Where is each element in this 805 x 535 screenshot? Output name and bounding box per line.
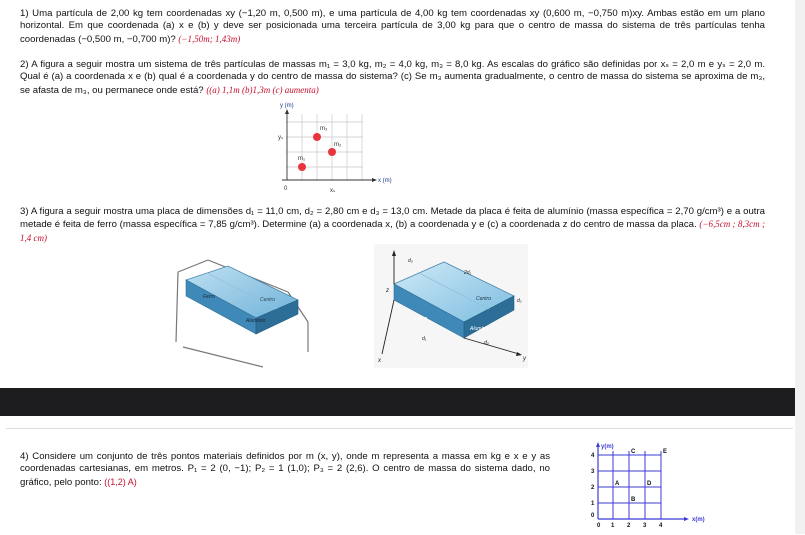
point-a: A xyxy=(615,481,620,487)
ys-label: yₛ xyxy=(278,135,284,141)
m3-label: m₃ xyxy=(320,126,328,132)
question-3-text: 3) A figura a seguir mostra uma placa de dimensões d₁ = 11,0 cm, d₂ = 2,80 cm e d₃ = 13,0 cm. Metade da placa é feita de alumínio (massa específica = 2,70 g/cm³) e a outra metade é feita de ferro (massa específica = 7,85 g/cm³). Determine (a) a coordenada x, (b) a coordenada y e (c) a coordenada z do centro de massa da placa. xyxy=(20,206,765,231)
x-tick: 2 xyxy=(627,523,631,529)
point-c: C xyxy=(631,449,636,455)
fig-left-aluminio: Alumínio xyxy=(246,318,266,324)
x-tick: 3 xyxy=(643,523,647,529)
fig-right-d1: d₁ xyxy=(422,336,427,342)
origin-label: 0 xyxy=(284,186,288,192)
fig-right-d3: d₃ xyxy=(484,340,489,346)
fig-right-d2: d₂ xyxy=(517,298,522,304)
plate-figure-left xyxy=(168,252,318,372)
m1-label: m₁ xyxy=(298,156,306,162)
fig-right-z: z xyxy=(386,288,389,294)
question-4-answer: ((1,2) A) xyxy=(104,476,137,487)
particles-graph xyxy=(272,100,407,195)
x-tick: 0 xyxy=(597,523,601,529)
m2-point xyxy=(328,148,336,156)
y-tick: 1 xyxy=(591,501,595,507)
fig-right-d3-top: d₃ xyxy=(408,258,413,264)
y-tick: 0 xyxy=(591,513,595,519)
question-3-answer: (−6,5cm ; 8,3cm ; 1,4 cm) xyxy=(20,219,765,243)
grid-y-label: y(m) xyxy=(601,444,614,450)
plate-figure-right xyxy=(374,244,528,368)
document-page-2 xyxy=(6,428,793,535)
question-3 xyxy=(20,206,765,245)
x-tick: 1 xyxy=(611,523,615,529)
question-4-text: 4) Considere um conjunto de três pontos materiais definidos por m (x, y), onde m representa a massa em kg e x e y as coordenadas cartesianas, em metros. P₁ = 2 (0, −1); P₂ = 1 (1,0); P₃ = 2 (2,6). O centro de massa do sistema dado, no gráfico, pelo ponto: xyxy=(20,451,550,488)
question-1-text: 1) Uma partícula de 2,00 kg tem coordenadas xy (−1,20 m, 0,500 m), e uma partícula de 4,00 kg tem coordenadas xy (0,600 m, −0,750 m)xy. Ambas estão em um plano horizontal. Em que coordenada (a) x e (b) y deve ser posicionada uma terceira partícula de 3,00 kg para que o centro de massa do sistema de três partículas tenha coordenadas (−0,500 m, −0,700 m)? xyxy=(20,8,765,45)
question-2-answer: ((a) 1,1m (b)1,3m (c) aumenta) xyxy=(206,84,319,95)
point-d: D xyxy=(647,481,652,487)
question-2 xyxy=(20,59,765,97)
fig-left-ferro: Ferro xyxy=(203,294,215,300)
x-axis-label: x (m) xyxy=(378,178,392,184)
x-tick: 4 xyxy=(659,523,663,529)
document-page-1 xyxy=(6,0,793,388)
scrollbar-track[interactable] xyxy=(795,0,805,534)
question-1 xyxy=(20,8,765,46)
fig-left-centro: Centro xyxy=(260,297,276,303)
y-axis-label: y (m) xyxy=(280,103,294,109)
y-tick: 3 xyxy=(591,469,595,475)
fig-right-x: x xyxy=(378,358,381,364)
y-tick: 4 xyxy=(591,453,595,459)
m1-point xyxy=(298,163,306,171)
page-separator xyxy=(0,388,805,416)
y-tick: 2 xyxy=(591,485,595,491)
m2-label: m₂ xyxy=(334,142,342,148)
center-of-mass-grid xyxy=(586,441,736,533)
point-e: E xyxy=(663,449,668,455)
question-4 xyxy=(20,451,550,489)
question-1-answer: (−1,50m; 1,43m) xyxy=(178,33,241,44)
m3-point xyxy=(313,133,321,141)
fig-right-aluminio: Alumínio xyxy=(470,326,490,332)
xs-label: xₛ xyxy=(330,188,336,194)
point-b: B xyxy=(631,497,636,503)
grid-x-label: x(m) xyxy=(692,517,705,523)
fig-right-ferro: Ferro xyxy=(414,316,428,322)
fig-right-y: y xyxy=(523,356,526,362)
fig-right-2d1: 2d₁ xyxy=(464,270,472,276)
question-2-text: 2) A figura a seguir mostra um sistema de três partículas de massas m₁ = 3,0 kg, m₂ = 4,0 kg, m₃ = 8,0 kg. As escalas do gráfico são definidas por xₛ = 2,0 m e yₛ = 2,0 m. Qual é (a) a coordenada x e (b) qual é a coordenada y do centro de massa do sistema? (c) Se m₃ aumenta gradualmente, o centro de massa do sistema se aproxima de m₃, se afasta de m₃, ou permanece onde está? xyxy=(20,59,765,96)
fig-right-centro: Centro xyxy=(476,296,492,302)
